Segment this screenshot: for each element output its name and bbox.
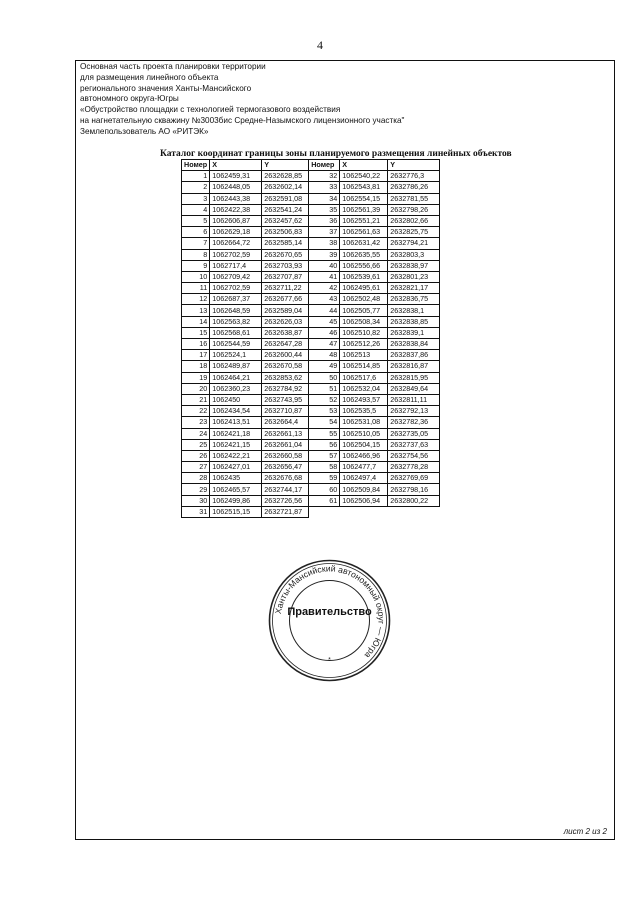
column-header-x: X xyxy=(340,160,388,171)
coordinates-table-body xyxy=(182,171,440,518)
point-number-cell: 42 xyxy=(309,283,340,294)
x-coordinate-cell: 1062427,01 xyxy=(210,462,262,473)
document-header xyxy=(80,62,600,138)
header-line: Основная часть проекта планировки территории xyxy=(80,62,266,71)
point-number-cell: 14 xyxy=(182,316,210,327)
point-number-cell: 30 xyxy=(182,495,210,506)
table-row xyxy=(182,383,440,394)
x-coordinate-cell: 1062539,61 xyxy=(340,271,388,282)
table-row xyxy=(182,171,440,182)
table-row xyxy=(182,204,440,215)
y-coordinate-cell: 2632660,58 xyxy=(262,450,309,461)
table-row xyxy=(182,417,440,428)
point-number-cell: 59 xyxy=(309,473,340,484)
table-row xyxy=(182,283,440,294)
point-number-cell: 58 xyxy=(309,462,340,473)
table-row xyxy=(182,372,440,383)
x-coordinate-cell: 1062517,6 xyxy=(340,372,388,383)
y-coordinate-cell: 2632838,1 xyxy=(388,305,440,316)
point-number-cell: 41 xyxy=(309,271,340,282)
x-coordinate-cell: 1062512,26 xyxy=(340,339,388,350)
y-coordinate-cell: 2632591,08 xyxy=(262,193,309,204)
point-number-cell: 22 xyxy=(182,406,210,417)
point-number-cell: 25 xyxy=(182,439,210,450)
x-coordinate-cell: 1062561,39 xyxy=(340,204,388,215)
y-coordinate-cell: 2632638,87 xyxy=(262,327,309,338)
point-number-cell: 31 xyxy=(182,506,210,517)
point-number-cell: 49 xyxy=(309,361,340,372)
x-coordinate-cell: 1062421,18 xyxy=(210,428,262,439)
x-coordinate-cell: 1062532,04 xyxy=(340,383,388,394)
table-row xyxy=(182,473,440,484)
y-coordinate-cell: 2632794,21 xyxy=(388,238,440,249)
y-coordinate-cell: 2632670,65 xyxy=(262,249,309,260)
y-coordinate-cell: 2632778,28 xyxy=(388,462,440,473)
point-number-cell: 60 xyxy=(309,484,340,495)
x-coordinate-cell: 1062499,86 xyxy=(210,495,262,506)
y-coordinate-cell: 2632849,64 xyxy=(388,383,440,394)
point-number-cell: 11 xyxy=(182,283,210,294)
point-number-cell: 6 xyxy=(182,227,210,238)
y-coordinate-cell: 2632782,36 xyxy=(388,417,440,428)
point-number-cell: 61 xyxy=(309,495,340,506)
point-number-cell: 48 xyxy=(309,350,340,361)
table-header-row xyxy=(182,160,440,171)
y-coordinate-cell: 2632703,93 xyxy=(262,260,309,271)
x-coordinate-cell: 1062554,15 xyxy=(340,193,388,204)
point-number-cell: 34 xyxy=(309,193,340,204)
table-row xyxy=(182,316,440,327)
y-coordinate-cell xyxy=(388,506,440,517)
point-number-cell: 37 xyxy=(309,227,340,238)
seal-ring-text: Ханты-Мансийский автономный округ — Югра xyxy=(272,563,387,661)
point-number-cell: 52 xyxy=(309,394,340,405)
x-coordinate-cell: 1062514,85 xyxy=(340,361,388,372)
y-coordinate-cell: 2632838,97 xyxy=(388,260,440,271)
y-coordinate-cell: 2632710,87 xyxy=(262,406,309,417)
y-coordinate-cell: 2632821,17 xyxy=(388,283,440,294)
x-coordinate-cell: 1062543,81 xyxy=(340,182,388,193)
y-coordinate-cell: 2632589,04 xyxy=(262,305,309,316)
point-number-cell: 56 xyxy=(309,439,340,450)
y-coordinate-cell: 2632853,62 xyxy=(262,372,309,383)
x-coordinate-cell: 1062524,1 xyxy=(210,350,262,361)
x-coordinate-cell: 1062510,05 xyxy=(340,428,388,439)
x-coordinate-cell: 1062629,18 xyxy=(210,227,262,238)
point-number-cell: 43 xyxy=(309,294,340,305)
x-coordinate-cell: 1062493,57 xyxy=(340,394,388,405)
x-coordinate-cell: 1062509,84 xyxy=(340,484,388,495)
x-coordinate-cell: 1062561,63 xyxy=(340,227,388,238)
y-coordinate-cell: 2632816,87 xyxy=(388,361,440,372)
x-coordinate-cell xyxy=(340,506,388,517)
table-row xyxy=(182,339,440,350)
point-number-cell: 27 xyxy=(182,462,210,473)
point-number-cell: 51 xyxy=(309,383,340,394)
y-coordinate-cell: 2632811,11 xyxy=(388,394,440,405)
point-number-cell: 39 xyxy=(309,249,340,260)
official-seal xyxy=(267,558,392,683)
x-coordinate-cell: 1062435 xyxy=(210,473,262,484)
y-coordinate-cell: 2632661,13 xyxy=(262,428,309,439)
y-coordinate-cell: 2632800,22 xyxy=(388,495,440,506)
x-coordinate-cell: 1062422,21 xyxy=(210,450,262,461)
y-coordinate-cell: 2632743,95 xyxy=(262,394,309,405)
x-coordinate-cell: 1062631,42 xyxy=(340,238,388,249)
x-coordinate-cell: 1062422,38 xyxy=(210,204,262,215)
y-coordinate-cell: 2632711,22 xyxy=(262,283,309,294)
x-coordinate-cell: 1062556,66 xyxy=(340,260,388,271)
y-coordinate-cell: 2632803,3 xyxy=(388,249,440,260)
x-coordinate-cell: 1062434,54 xyxy=(210,406,262,417)
table-row xyxy=(182,305,440,316)
point-number-cell: 2 xyxy=(182,182,210,193)
sheet-counter: лист 2 из 2 xyxy=(563,827,607,836)
y-coordinate-cell: 2632825,75 xyxy=(388,227,440,238)
y-coordinate-cell: 2632798,26 xyxy=(388,204,440,215)
y-coordinate-cell: 2632744,17 xyxy=(262,484,309,495)
y-coordinate-cell: 2632647,28 xyxy=(262,339,309,350)
table-row xyxy=(182,428,440,439)
column-header-y: Y xyxy=(262,160,309,171)
table-row xyxy=(182,462,440,473)
y-coordinate-cell: 2632676,68 xyxy=(262,473,309,484)
header-line: автономного округа-Югры xyxy=(80,94,179,104)
y-coordinate-cell: 2632585,14 xyxy=(262,238,309,249)
table-row xyxy=(182,182,440,193)
table-row xyxy=(182,506,440,517)
x-coordinate-cell: 1062464,21 xyxy=(210,372,262,383)
y-coordinate-cell: 2632506,83 xyxy=(262,227,309,238)
y-coordinate-cell: 2632737,63 xyxy=(388,439,440,450)
catalog-title: Каталог координат границы зоны планируемого размещения линейных объектов xyxy=(160,149,512,159)
y-coordinate-cell: 2632769,69 xyxy=(388,473,440,484)
column-header-number: Номер xyxy=(182,160,210,171)
x-coordinate-cell: 1062495,61 xyxy=(340,283,388,294)
table-row xyxy=(182,406,440,417)
x-coordinate-cell: 1062513 xyxy=(340,350,388,361)
table-row xyxy=(182,327,440,338)
point-number-cell: 19 xyxy=(182,372,210,383)
y-coordinate-cell: 2632798,16 xyxy=(388,484,440,495)
column-header-x: X xyxy=(210,160,262,171)
table-row xyxy=(182,271,440,282)
x-coordinate-cell: 1062450 xyxy=(210,394,262,405)
point-number-cell: 21 xyxy=(182,394,210,405)
point-number-cell: 9 xyxy=(182,260,210,271)
y-coordinate-cell: 2632792,13 xyxy=(388,406,440,417)
header-line: на нагнетательную скважину №3003бис Средне-Назымского лицензионного участка" xyxy=(80,115,405,125)
x-coordinate-cell: 1062535,5 xyxy=(340,406,388,417)
point-number-cell: 24 xyxy=(182,428,210,439)
y-coordinate-cell: 2632670,58 xyxy=(262,361,309,372)
x-coordinate-cell: 1062505,77 xyxy=(340,305,388,316)
point-number-cell: 15 xyxy=(182,327,210,338)
point-number-cell: 45 xyxy=(309,316,340,327)
point-number-cell: 5 xyxy=(182,215,210,226)
y-coordinate-cell: 2632786,26 xyxy=(388,182,440,193)
point-number-cell: 4 xyxy=(182,204,210,215)
x-coordinate-cell: 1062687,37 xyxy=(210,294,262,305)
x-coordinate-cell: 1062568,61 xyxy=(210,327,262,338)
table-row xyxy=(182,249,440,260)
point-number-cell: 29 xyxy=(182,484,210,495)
table-row xyxy=(182,495,440,506)
y-coordinate-cell: 2632541,24 xyxy=(262,204,309,215)
table-row xyxy=(182,450,440,461)
x-coordinate-cell: 1062497,4 xyxy=(340,473,388,484)
point-number-cell: 23 xyxy=(182,417,210,428)
table-row xyxy=(182,238,440,249)
x-coordinate-cell: 1062443,38 xyxy=(210,193,262,204)
coordinates-table xyxy=(181,159,440,518)
table-row xyxy=(182,215,440,226)
point-number-cell: 1 xyxy=(182,171,210,182)
point-number-cell: 13 xyxy=(182,305,210,316)
point-number-cell: 38 xyxy=(309,238,340,249)
column-header-number: Номер xyxy=(309,160,340,171)
x-coordinate-cell: 1062702,59 xyxy=(210,283,262,294)
y-coordinate-cell: 2632664,4 xyxy=(262,417,309,428)
point-number-cell: 44 xyxy=(309,305,340,316)
table-row xyxy=(182,193,440,204)
x-coordinate-cell: 1062508,34 xyxy=(340,316,388,327)
x-coordinate-cell: 1062709,42 xyxy=(210,271,262,282)
y-coordinate-cell: 2632815,95 xyxy=(388,372,440,383)
y-coordinate-cell: 2632735,05 xyxy=(388,428,440,439)
y-coordinate-cell: 2632457,62 xyxy=(262,215,309,226)
point-number-cell: 10 xyxy=(182,271,210,282)
y-coordinate-cell: 2632656,47 xyxy=(262,462,309,473)
table-row xyxy=(182,294,440,305)
table-row xyxy=(182,484,440,495)
seal-center-ring xyxy=(290,581,370,661)
point-number-cell: 55 xyxy=(309,428,340,439)
point-number-cell: 47 xyxy=(309,339,340,350)
x-coordinate-cell: 1062506,94 xyxy=(340,495,388,506)
x-coordinate-cell: 1062717,4 xyxy=(210,260,262,271)
x-coordinate-cell: 1062465,57 xyxy=(210,484,262,495)
y-coordinate-cell: 2632628,85 xyxy=(262,171,309,182)
point-number-cell: 50 xyxy=(309,372,340,383)
table-row xyxy=(182,361,440,372)
point-number-cell: 26 xyxy=(182,450,210,461)
y-coordinate-cell: 2632602,14 xyxy=(262,182,309,193)
seal-center-text: Правительство xyxy=(287,606,372,618)
table-row xyxy=(182,260,440,271)
x-coordinate-cell: 1062448,05 xyxy=(210,182,262,193)
column-header-y: Y xyxy=(388,160,440,171)
point-number-cell: 46 xyxy=(309,327,340,338)
y-coordinate-cell: 2632839,1 xyxy=(388,327,440,338)
point-number-cell: 12 xyxy=(182,294,210,305)
x-coordinate-cell: 1062515,15 xyxy=(210,506,262,517)
y-coordinate-cell: 2632661,04 xyxy=(262,439,309,450)
point-number-cell: 8 xyxy=(182,249,210,260)
point-number-cell: 35 xyxy=(309,204,340,215)
point-number-cell: 20 xyxy=(182,383,210,394)
x-coordinate-cell: 1062544,59 xyxy=(210,339,262,350)
point-number-cell: 16 xyxy=(182,339,210,350)
table-row xyxy=(182,394,440,405)
x-coordinate-cell: 1062466,96 xyxy=(340,450,388,461)
point-number-cell: 17 xyxy=(182,350,210,361)
point-number-cell: 57 xyxy=(309,450,340,461)
point-number-cell: 33 xyxy=(309,182,340,193)
seal-star-icon: * xyxy=(328,657,331,664)
table-row xyxy=(182,227,440,238)
x-coordinate-cell: 1062360,23 xyxy=(210,383,262,394)
x-coordinate-cell: 1062504,15 xyxy=(340,439,388,450)
table-row xyxy=(182,439,440,450)
x-coordinate-cell: 1062563,82 xyxy=(210,316,262,327)
x-coordinate-cell: 1062702,59 xyxy=(210,249,262,260)
point-number-cell: 53 xyxy=(309,406,340,417)
point-number-cell: 28 xyxy=(182,473,210,484)
x-coordinate-cell: 1062531,08 xyxy=(340,417,388,428)
x-coordinate-cell: 1062489,87 xyxy=(210,361,262,372)
x-coordinate-cell: 1062648,59 xyxy=(210,305,262,316)
x-coordinate-cell: 1062606,87 xyxy=(210,215,262,226)
x-coordinate-cell: 1062635,55 xyxy=(340,249,388,260)
y-coordinate-cell: 2632677,66 xyxy=(262,294,309,305)
y-coordinate-cell: 2632726,56 xyxy=(262,495,309,506)
header-line: для размещения линейного объекта xyxy=(80,72,219,82)
y-coordinate-cell: 2632781,55 xyxy=(388,193,440,204)
table-row xyxy=(182,350,440,361)
x-coordinate-cell: 1062413,51 xyxy=(210,417,262,428)
header-line: «Обустройство площадки с технологией термогазового воздействия xyxy=(80,105,341,115)
x-coordinate-cell: 1062551,21 xyxy=(340,215,388,226)
x-coordinate-cell: 1062540,22 xyxy=(340,171,388,182)
page-number: 4 xyxy=(317,38,323,52)
point-number-cell xyxy=(309,506,340,517)
y-coordinate-cell: 2632754,56 xyxy=(388,450,440,461)
header-line: регионального значения Ханты-Мансийского xyxy=(80,83,252,93)
y-coordinate-cell: 2632838,85 xyxy=(388,316,440,327)
y-coordinate-cell: 2632626,03 xyxy=(262,316,309,327)
point-number-cell: 18 xyxy=(182,361,210,372)
y-coordinate-cell: 2632801,23 xyxy=(388,271,440,282)
point-number-cell: 3 xyxy=(182,193,210,204)
point-number-cell: 54 xyxy=(309,417,340,428)
header-line: Землепользователь АО «РИТЭК» xyxy=(80,126,209,136)
y-coordinate-cell: 2632802,66 xyxy=(388,215,440,226)
point-number-cell: 36 xyxy=(309,215,340,226)
x-coordinate-cell: 1062459,31 xyxy=(210,171,262,182)
y-coordinate-cell: 2632707,87 xyxy=(262,271,309,282)
y-coordinate-cell: 2632776,3 xyxy=(388,171,440,182)
y-coordinate-cell: 2632837,86 xyxy=(388,350,440,361)
y-coordinate-cell: 2632600,44 xyxy=(262,350,309,361)
x-coordinate-cell: 1062664,72 xyxy=(210,238,262,249)
y-coordinate-cell: 2632838,84 xyxy=(388,339,440,350)
y-coordinate-cell: 2632721,87 xyxy=(262,506,309,517)
point-number-cell: 32 xyxy=(309,171,340,182)
x-coordinate-cell: 1062502,48 xyxy=(340,294,388,305)
x-coordinate-cell: 1062477,7 xyxy=(340,462,388,473)
point-number-cell: 40 xyxy=(309,260,340,271)
y-coordinate-cell: 2632784,92 xyxy=(262,383,309,394)
point-number-cell: 7 xyxy=(182,238,210,249)
y-coordinate-cell: 2632836,75 xyxy=(388,294,440,305)
x-coordinate-cell: 1062510,82 xyxy=(340,327,388,338)
x-coordinate-cell: 1062421,15 xyxy=(210,439,262,450)
